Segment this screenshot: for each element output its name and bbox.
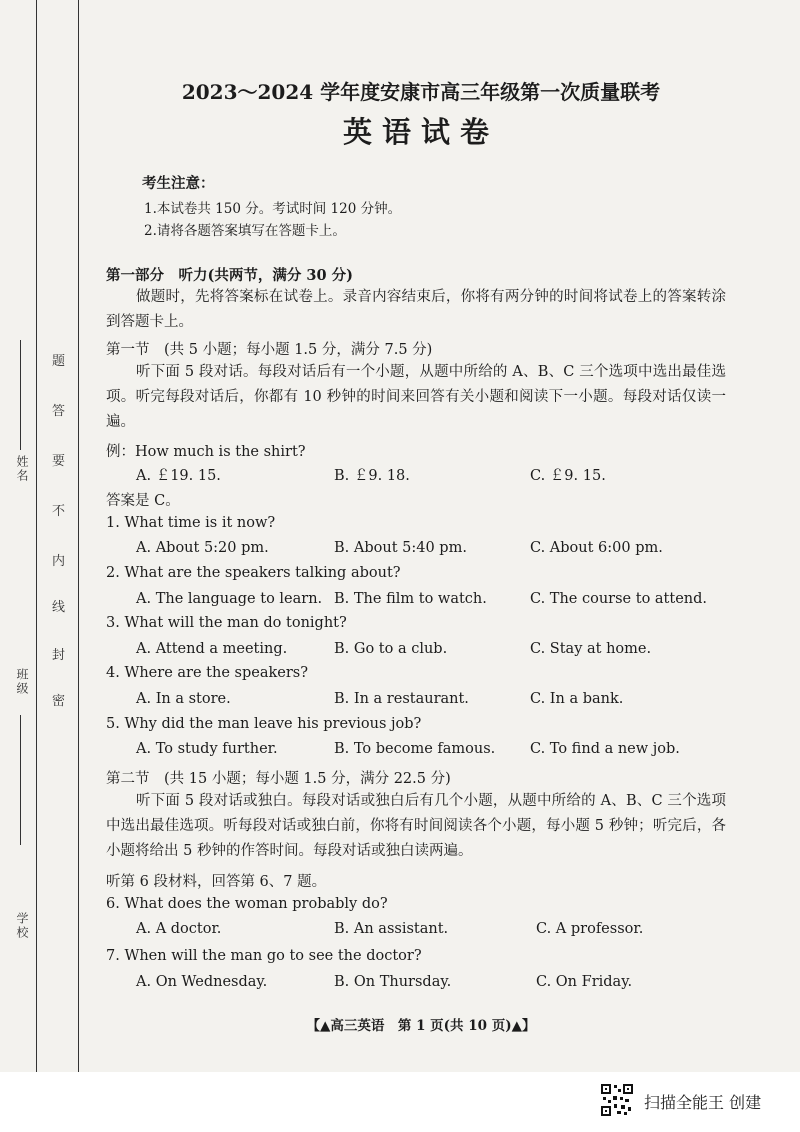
- margin-field-class: 班级: [15, 668, 29, 696]
- exam-subtitle: 英语试卷: [342, 115, 499, 149]
- part1-intro: 做题时，先将答案标在试卷上。录音内容结束后，你将有两分钟的时间将试卷上的答案转涂到答题卡上。: [106, 289, 726, 330]
- material-6: 听第 6 段材料，回答第 6、7 题。: [106, 874, 327, 890]
- question-2-option-b: B. The film to watch.: [334, 591, 487, 607]
- question-3-option-c: C. Stay at home.: [530, 641, 652, 657]
- seal-char: 不: [52, 504, 66, 519]
- example-question: 例：How much is the shirt?: [106, 444, 306, 460]
- question-7-option-a: A. On Wednesday.: [136, 974, 268, 990]
- question-5-option-b: B. To become famous.: [334, 741, 496, 757]
- scanner-watermark: 扫描全能王 创建: [644, 1093, 762, 1112]
- seal-char: 内: [52, 554, 66, 569]
- question-6: 6. What does the woman probably do?: [106, 896, 388, 912]
- question-6-option-c: C. A professor.: [536, 921, 644, 937]
- section2-intro: 听下面 5 段对话或独白。每段对话或独白后有几个小题，从题中所给的 A、B、C 三个选项中选出最佳选项。听每段对话或独白前，你将有时间阅读各个小题，每小题 5 秒钟；听完后，各小题将给出 5 秒钟的作答时间。每段对话或独白读两遍。: [106, 793, 726, 859]
- example-option-c: C. ￡9. 15.: [530, 468, 606, 484]
- question-3: 3. What will the man do tonight?: [106, 615, 347, 631]
- example-option-a: A. ￡19. 15.: [136, 468, 221, 484]
- section1-intro: 听下面 5 段对话。每段对话后有一个小题，从题中所给的 A、B、C 三个选项中选出最佳选项。听完每段对话后，你都有 10 秒钟的时间来回答有关小题和阅读下一小题。每段对话仅读一遍。: [106, 364, 726, 430]
- seal-char: 要: [52, 454, 66, 469]
- margin-blank-name: [20, 340, 21, 450]
- question-2-option-a: A. The language to learn.: [136, 591, 323, 607]
- notice-item: 2.请将各题答案填写在答题卡上。: [144, 223, 346, 239]
- question-4-option-c: C. In a bank.: [530, 691, 624, 707]
- margin-field-school: 学校: [15, 912, 29, 940]
- seal-char: 封: [52, 648, 66, 663]
- question-5: 5. Why did the man leave his previous job?: [106, 716, 422, 732]
- question-3-option-b: B. Go to a club.: [334, 641, 448, 657]
- question-2: 2. What are the speakers talking about?: [106, 565, 401, 581]
- question-7: 7. When will the man go to see the doctor?: [106, 948, 422, 964]
- notice-item: 1.本试卷共 150 分。考试时间 120 分钟。: [144, 201, 402, 217]
- margin-blank-class: [20, 715, 21, 845]
- question-5-option-a: A. To study further.: [136, 741, 278, 757]
- example-answer: 答案是 C。: [106, 493, 180, 509]
- question-1-option-a: A. About 5:20 pm.: [136, 540, 269, 556]
- question-1-option-c: C. About 6:00 pm.: [530, 540, 663, 556]
- question-3-option-a: A. Attend a meeting.: [136, 641, 288, 657]
- seal-char: 答: [52, 404, 66, 419]
- qr-code-icon: [600, 1083, 634, 1117]
- seal-char: 题: [52, 354, 66, 369]
- question-2-option-c: C. The course to attend.: [530, 591, 708, 607]
- question-7-option-c: C. On Friday.: [536, 974, 633, 990]
- margin-line-inner: [78, 0, 79, 1072]
- question-4-option-b: B. In a restaurant.: [334, 691, 469, 707]
- part1-heading: 第一部分 听力(共两节，满分 30 分): [106, 267, 353, 284]
- question-5-option-c: C. To find a new job.: [530, 741, 680, 757]
- question-1: 1. What time is it now?: [106, 515, 276, 531]
- example-option-b: B. ￡9. 18.: [334, 468, 410, 484]
- section1-heading: 第一节 (共 5 小题；每小题 1.5 分，满分 7.5 分): [106, 342, 433, 358]
- question-4: 4. Where are the speakers?: [106, 665, 308, 681]
- seal-char: 线: [52, 600, 66, 615]
- margin-line-outer: [36, 0, 37, 1072]
- notice-heading: 考生注意：: [142, 175, 215, 192]
- margin-field-name: 姓名: [15, 455, 29, 483]
- exam-title: 2023～2024 学年度安康市高三年级第一次质量联考: [181, 80, 661, 104]
- question-6-option-a: A. A doctor.: [136, 921, 222, 937]
- question-6-option-b: B. An assistant.: [334, 921, 449, 937]
- seal-char: 密: [52, 694, 66, 709]
- question-7-option-b: B. On Thursday.: [334, 974, 452, 990]
- question-1-option-b: B. About 5:40 pm.: [334, 540, 467, 556]
- question-4-option-a: A. In a store.: [136, 691, 231, 707]
- section2-heading: 第二节 (共 15 小题；每小题 1.5 分，满分 22.5 分): [106, 771, 451, 787]
- page-footer: 【▲高三英语 第 1 页(共 10 页)▲】: [306, 1018, 536, 1034]
